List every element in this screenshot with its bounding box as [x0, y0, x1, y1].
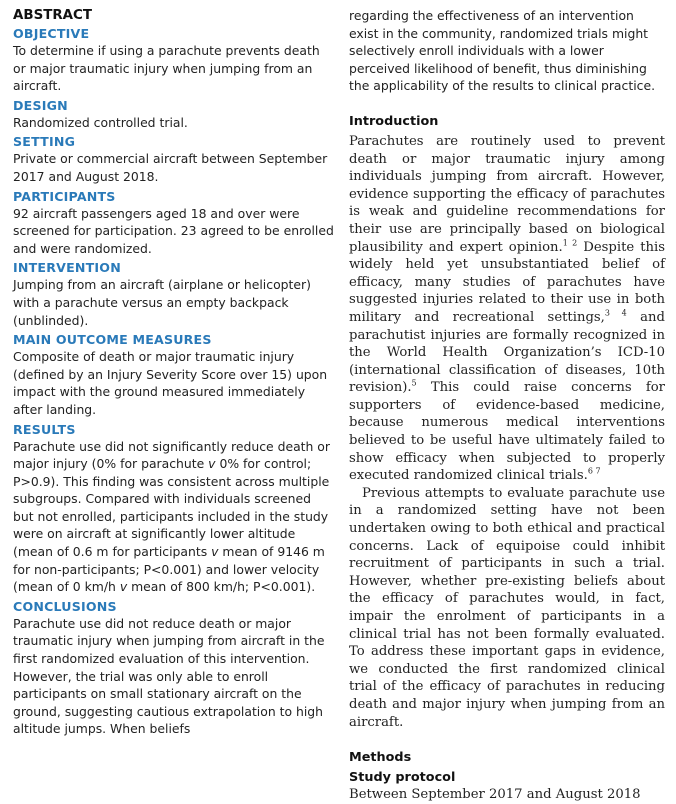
design-text: Randomized controlled trial. — [13, 114, 188, 130]
outcome-measures-heading: MAIN OUTCOME MEASURES — [13, 332, 212, 348]
setting-text: Private or commercial aircraft between September 2017 and August 2018. — [13, 151, 328, 184]
results-part: Parachute use did not significantly reduce death or major injury (0% for parachute — [13, 438, 330, 472]
design-heading: DESIGN — [13, 97, 68, 113]
intro-paragraph-2: Previous attempts to evaluate parachute use in a randomized setting have not been undertaken owing to both ethical and practical concerns. Lack of equipoise could inhibit recruitment of participants in such a trial. However, whether pre-existing beliefs about the efficacy of parachutes would, in fact, impair the enrolment of participants in a clinical trial has not been formally evaluated. To address these important gaps in evidence, we conducted the first randomized clinical trial of the efficacy of parachutes in reducing death and major injury when jumping from an aircraft. — [349, 485, 665, 730]
versus-italic: v — [208, 456, 216, 472]
abstract-continuation: regarding the effectiveness of an intervention exist in the community, randomized trials might selectively enroll individuals with a lower perceived likelihood of benefit, thus diminishing the applicability of the results to clinical practice. — [349, 8, 656, 94]
objective-heading: OBJECTIVE — [13, 26, 90, 41]
conclusions-text: Parachute use did not reduce death or major traumatic injury when jumping from aircraft in the first randomized evaluation of this intervention. However, the trial was only able to enroll participants on small stationary aircraft on the ground, suggesting cautious extrapolation to high altitude jumps. When beliefs — [13, 615, 325, 737]
participants-heading: PARTICIPANTS — [13, 188, 116, 204]
introduction-heading: Introduction — [349, 113, 439, 129]
citation-ref[interactable]: 5 — [411, 378, 417, 388]
intro-text: Despite this widely held yet unsubstantiated belief of efficacy, many studies of parachutes have suggested injuries related to their use in both military and recreational settings, — [349, 239, 665, 325]
results-part: mean of 9146 m for non-participants; P<0.001) and lower velocity (mean of 0 km/h — [13, 544, 325, 595]
intervention-heading: INTERVENTION — [13, 260, 121, 276]
methods-paragraph: Between September 2017 and August 2018 — [349, 787, 641, 803]
intervention-text: Jumping from an aircraft (airplane or helicopter) with a parachute versus an empty backpack (unblinded). — [13, 277, 311, 328]
citation-ref[interactable]: 3 4 — [604, 308, 627, 318]
results-heading: RESULTS — [13, 421, 76, 437]
citation-ref[interactable]: 6 7 — [587, 466, 601, 476]
abstract-column — [13, 7, 335, 740]
objective-text: To determine if using a parachute prevents death or major traumatic injury when jumping from an aircraft. — [13, 43, 320, 94]
results-part: mean of 800 km/h; P<0.001). — [127, 579, 316, 595]
results-part: 0% for control; P>0.9). This finding was consistent across multiple subgroups. Compared with individuals screened but not enrolled, participants included in the study were on aircraft at significantly lower altitude (mean of 0.6 m for participants — [13, 456, 330, 560]
results-text — [13, 438, 335, 596]
intro-paragraph-1 — [349, 133, 665, 485]
study-protocol-heading: Study protocol — [349, 770, 456, 786]
citation-ref[interactable]: 1 2 — [562, 238, 578, 248]
versus-italic: v — [211, 544, 219, 560]
methods-heading: Methods — [349, 750, 412, 766]
outcome-measures-text: Composite of death or major traumatic injury (defined by an Injury Severity Score over 15) upon impact with the ground measured immediately after landing. — [13, 349, 328, 417]
participants-text: 92 aircraft passengers aged 18 and over were screened for participation. 23 agreed to be enrolled and were randomized. — [13, 205, 334, 256]
abstract-title: ABSTRACT — [13, 8, 92, 23]
intro-text: Parachutes are routinely used to prevent death or major traumatic injury among individuals jumping from aircraft. However, evidence supporting the efficacy of parachutes is weak and guideline recommendations for their use are principally based on biological plausibility and expert opinion. — [349, 133, 665, 255]
intro-text: and parachutist injuries are formally recognized in the World Health Organization’s ICD-10 (international classification of diseases, 10th revision). — [349, 309, 665, 396]
setting-heading: SETTING — [13, 134, 76, 150]
intro-text: This could raise concerns for supporters of evidence-based medicine, because numerous medical interventions believed to be useful have ultimately failed to show efficacy when subjected to properly executed randomized clinical trials. — [349, 380, 665, 484]
body-column — [349, 7, 665, 804]
conclusions-heading: CONCLUSIONS — [13, 598, 117, 614]
versus-italic: v — [119, 579, 128, 595]
